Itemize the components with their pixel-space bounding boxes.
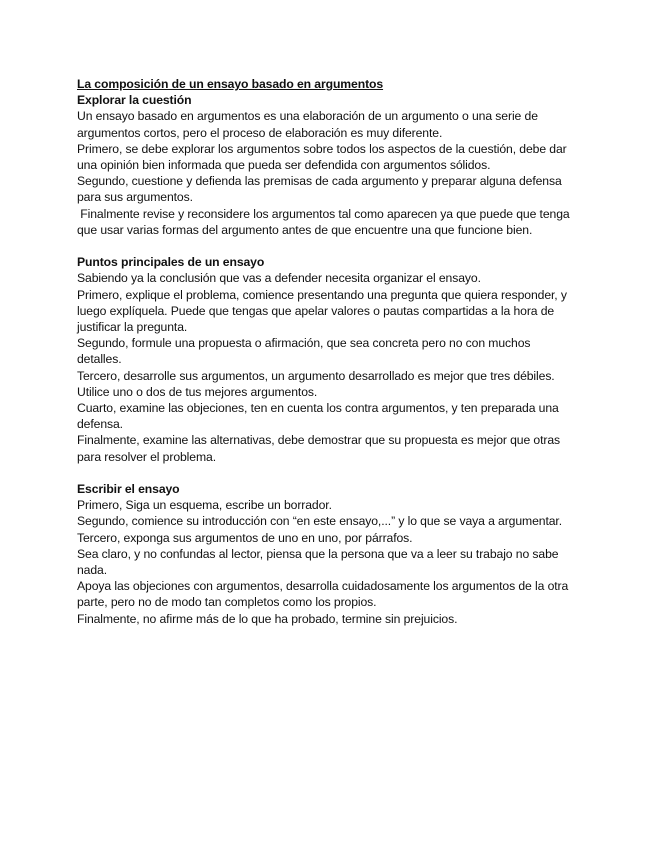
paragraph: Primero, se debe explorar los argumentos sobre todos los aspectos de la cuestión, debe dar una opinión bien informada que pueda ser defendida con argumentos sólidos. <box>77 141 570 173</box>
paragraph: Sabiendo ya la conclusión que vas a defender necesita organizar el ensayo. <box>77 271 481 286</box>
paragraph: Segundo, formule una propuesta o afirmación, que sea concreta pero no con muchos detalles. <box>77 336 534 367</box>
paragraph: Finalmente revise y reconsidere los argumentos tal como aparecen ya que puede que tenga que usar varias formas del argumento antes de que encuentre una que funcione bien. <box>77 206 573 237</box>
section-explorar-la-cuestion <box>77 92 577 238</box>
paragraph: Sea claro, y no confundas al lector, piensa que la persona que va a leer su trabajo no sabe nada. <box>77 546 562 578</box>
section-puntos-principales <box>77 254 577 465</box>
paragraph: Segundo, cuestione y defienda las premisas de cada argumento y preparar alguna defensa para sus argumentos. <box>77 174 565 205</box>
section-heading: Puntos principales de un ensayo <box>77 255 265 270</box>
document-page <box>77 76 577 627</box>
section-escribir-el-ensayo <box>77 481 577 627</box>
paragraph: Primero, Siga un esquema, escribe un borrador. <box>77 498 332 513</box>
paragraph: Primero, explique el problema, comience presentando una pregunta que quiera responder, y luego explíquela. Puede que tengas que apelar valores o pautas compartidas a la hora de justificar la pregunta. <box>77 287 571 335</box>
paragraph: Tercero, desarrolle sus argumentos, un argumento desarrollado es mejor que tres débiles. Utilice uno o dos de tus mejores argumentos. <box>77 368 558 399</box>
paragraph: Apoya las objeciones con argumentos, desarrolla cuidadosamente los argumentos de la otra parte, pero no de modo tan completos como los propios. <box>77 579 572 610</box>
section-heading: Explorar la cuestión <box>77 93 192 108</box>
paragraph: Un ensayo basado en argumentos es una elaboración de un argumento o una serie de argumentos cortos, pero el proceso de elaboración es muy diferente. <box>77 109 542 140</box>
document-title: La composición de un ensayo basado en argumentos <box>77 77 384 91</box>
section-heading: Escribir el ensayo <box>77 482 180 497</box>
paragraph: Tercero, exponga sus argumentos de uno en uno, por párrafos. <box>77 530 413 545</box>
paragraph: Cuarto, examine las objeciones, ten en cuenta los contra argumentos, y ten preparada una defensa. <box>77 401 563 432</box>
paragraph: Segundo, comience su introducción con “en este ensayo,...” y lo que se vaya a argumentar. <box>77 514 562 529</box>
paragraph: Finalmente, no afirme más de lo que ha probado, termine sin prejuicios. <box>77 611 458 626</box>
paragraph: Finalmente, examine las alternativas, debe demostrar que su propuesta es mejor que otras para resolver el problema. <box>77 433 564 464</box>
